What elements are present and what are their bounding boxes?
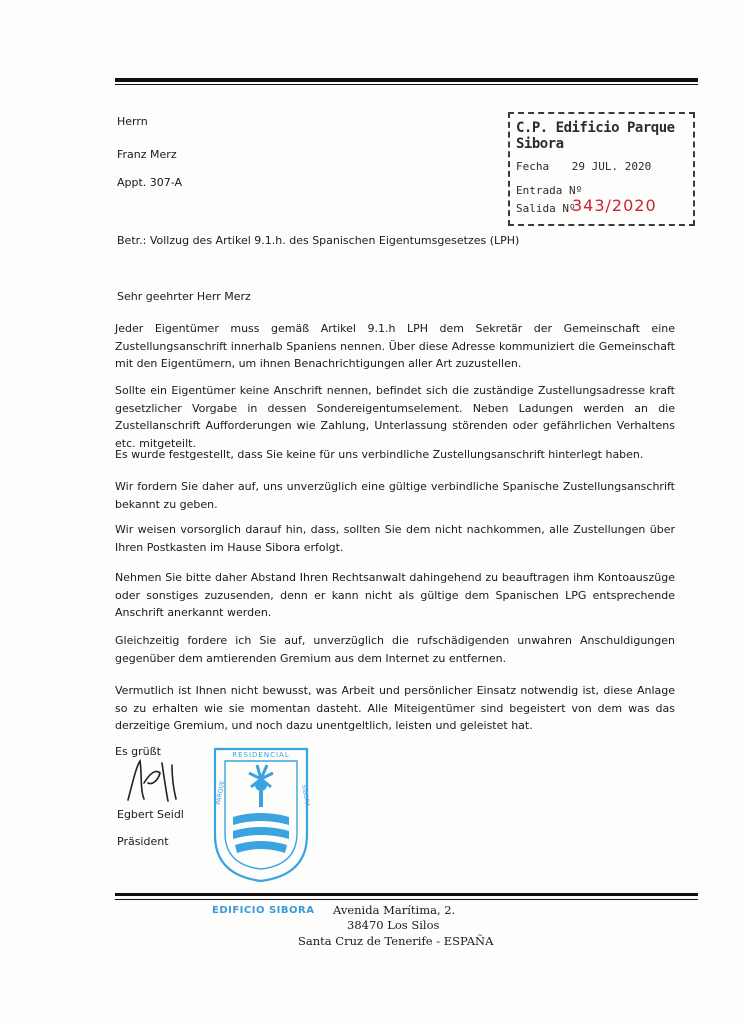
signer-name: Egbert Seidl [117,808,184,821]
closing: Es grüßt [115,745,161,758]
stamp-date-label: Fecha [516,160,550,173]
footer-logo: EDIFICIO SIBORA [212,905,315,916]
community-seal [205,735,317,885]
footer-divider-thin [115,899,698,900]
stamp-date-row [516,160,651,173]
subject-line: Betr.: Vollzug des Artikel 9.1.h. des Spanischen Eigentumsgesetzes (LPH) [117,234,520,247]
paragraph-5: Wir weisen vorsorglich darauf hin, dass, sollten Sie dem nicht nachkommen, alle Zustellungen über Ihren Postkasten im Hause Sibora erfolgt. [115,523,675,554]
paragraph-8: Vermutlich ist Ihnen nicht bewusst, was Arbeit und persönlicher Einsatz notwendig ist, diese Anlage so zu erhalten wie sie momentan dasteht. Alle Miteigentümer sind begeistert von dem was das derzeitige Gremium, und noch dazu unentgeltlich, leisten und geleistet hat. [115,684,675,732]
footer-divider [115,893,698,896]
paragraph-4: Wir fordern Sie daher auf, uns unverzüglich eine gültige verbindliche Spanische Zustellungsanschrift bekannt zu geben. [115,480,675,511]
paragraph-3: Es wurde festgestellt, dass Sie keine für uns verbindliche Zustellungsanschrift hinterlegt haben. [115,448,644,461]
address-line-3: Santa Cruz de Tenerife - ESPAÑA [298,934,494,948]
stamp-entrada-label: Entrada Nº [516,184,583,197]
stamp-title: C.P. Edificio Parque Sibora [516,120,675,152]
greeting: Sehr geehrter Herr Merz [117,290,251,303]
svg-text:RESIDENCIAL: RESIDENCIAL [232,751,290,759]
stamp-date-value: 29 JUL. 2020 [571,160,652,173]
handwritten-signature [118,755,188,810]
recipient-name: Franz Merz [117,148,177,161]
paragraph-6: Nehmen Sie bitte daher Abstand Ihren Rechtsanwalt dahingehend zu beauftragen ihm Kontoauszüge oder sonstiges zuzusenden, denn er kann nicht als gültige dem Spanischen LPG entsprechende Anschrift anerkannt werden. [115,571,675,619]
svg-text:PARQUE: PARQUE [215,780,227,806]
top-divider [115,78,698,82]
registry-stamp [508,112,695,226]
address-line-2: 38470 Los Silos [347,918,440,932]
paragraph-7: Gleichzeitig fordere ich Sie auf, unverzüglich die rufschädigenden unwahren Anschuldigungen gegenüber dem amtierenden Gremium aus dem Internet zu entfernen. [115,634,675,665]
recipient-title: Herrn [117,115,148,128]
top-divider-thin [115,84,698,85]
signer-role: Präsident [117,835,169,848]
stamp-salida-value: 343/2020 [572,196,657,215]
stamp-salida-label: Salida Nº [516,202,576,215]
recipient-apartment: Appt. 307-A [117,176,183,189]
address-line-1: Avenida Marítima, 2. [333,903,456,917]
paragraph-1: Jeder Eigentümer muss gemäß Artikel 9.1.h LPH dem Sekretär der Gemeinschaft eine Zustellungsanschrift innerhalb Spaniens nennen. Über diese Adresse kommuniziert die Gemeinschaft mit den Eigentümern, um ihnen Benachrichtigungen aller Art zuzustellen. [115,322,675,370]
svg-text:SIBORA: SIBORA [300,784,311,808]
paragraph-2: Sollte ein Eigentümer keine Anschrift nennen, befindet sich die zuständige Zustellungsadresse kraft gesetzlicher Vorgabe in dessen Sondereigentumselement. Neben Ladungen werden an die Zustellanschrift Aufforderungen wie Zahlung, Unterlassung störenden oder gefährlichen Verhaltens etc. mitgeteilt. [115,384,675,450]
